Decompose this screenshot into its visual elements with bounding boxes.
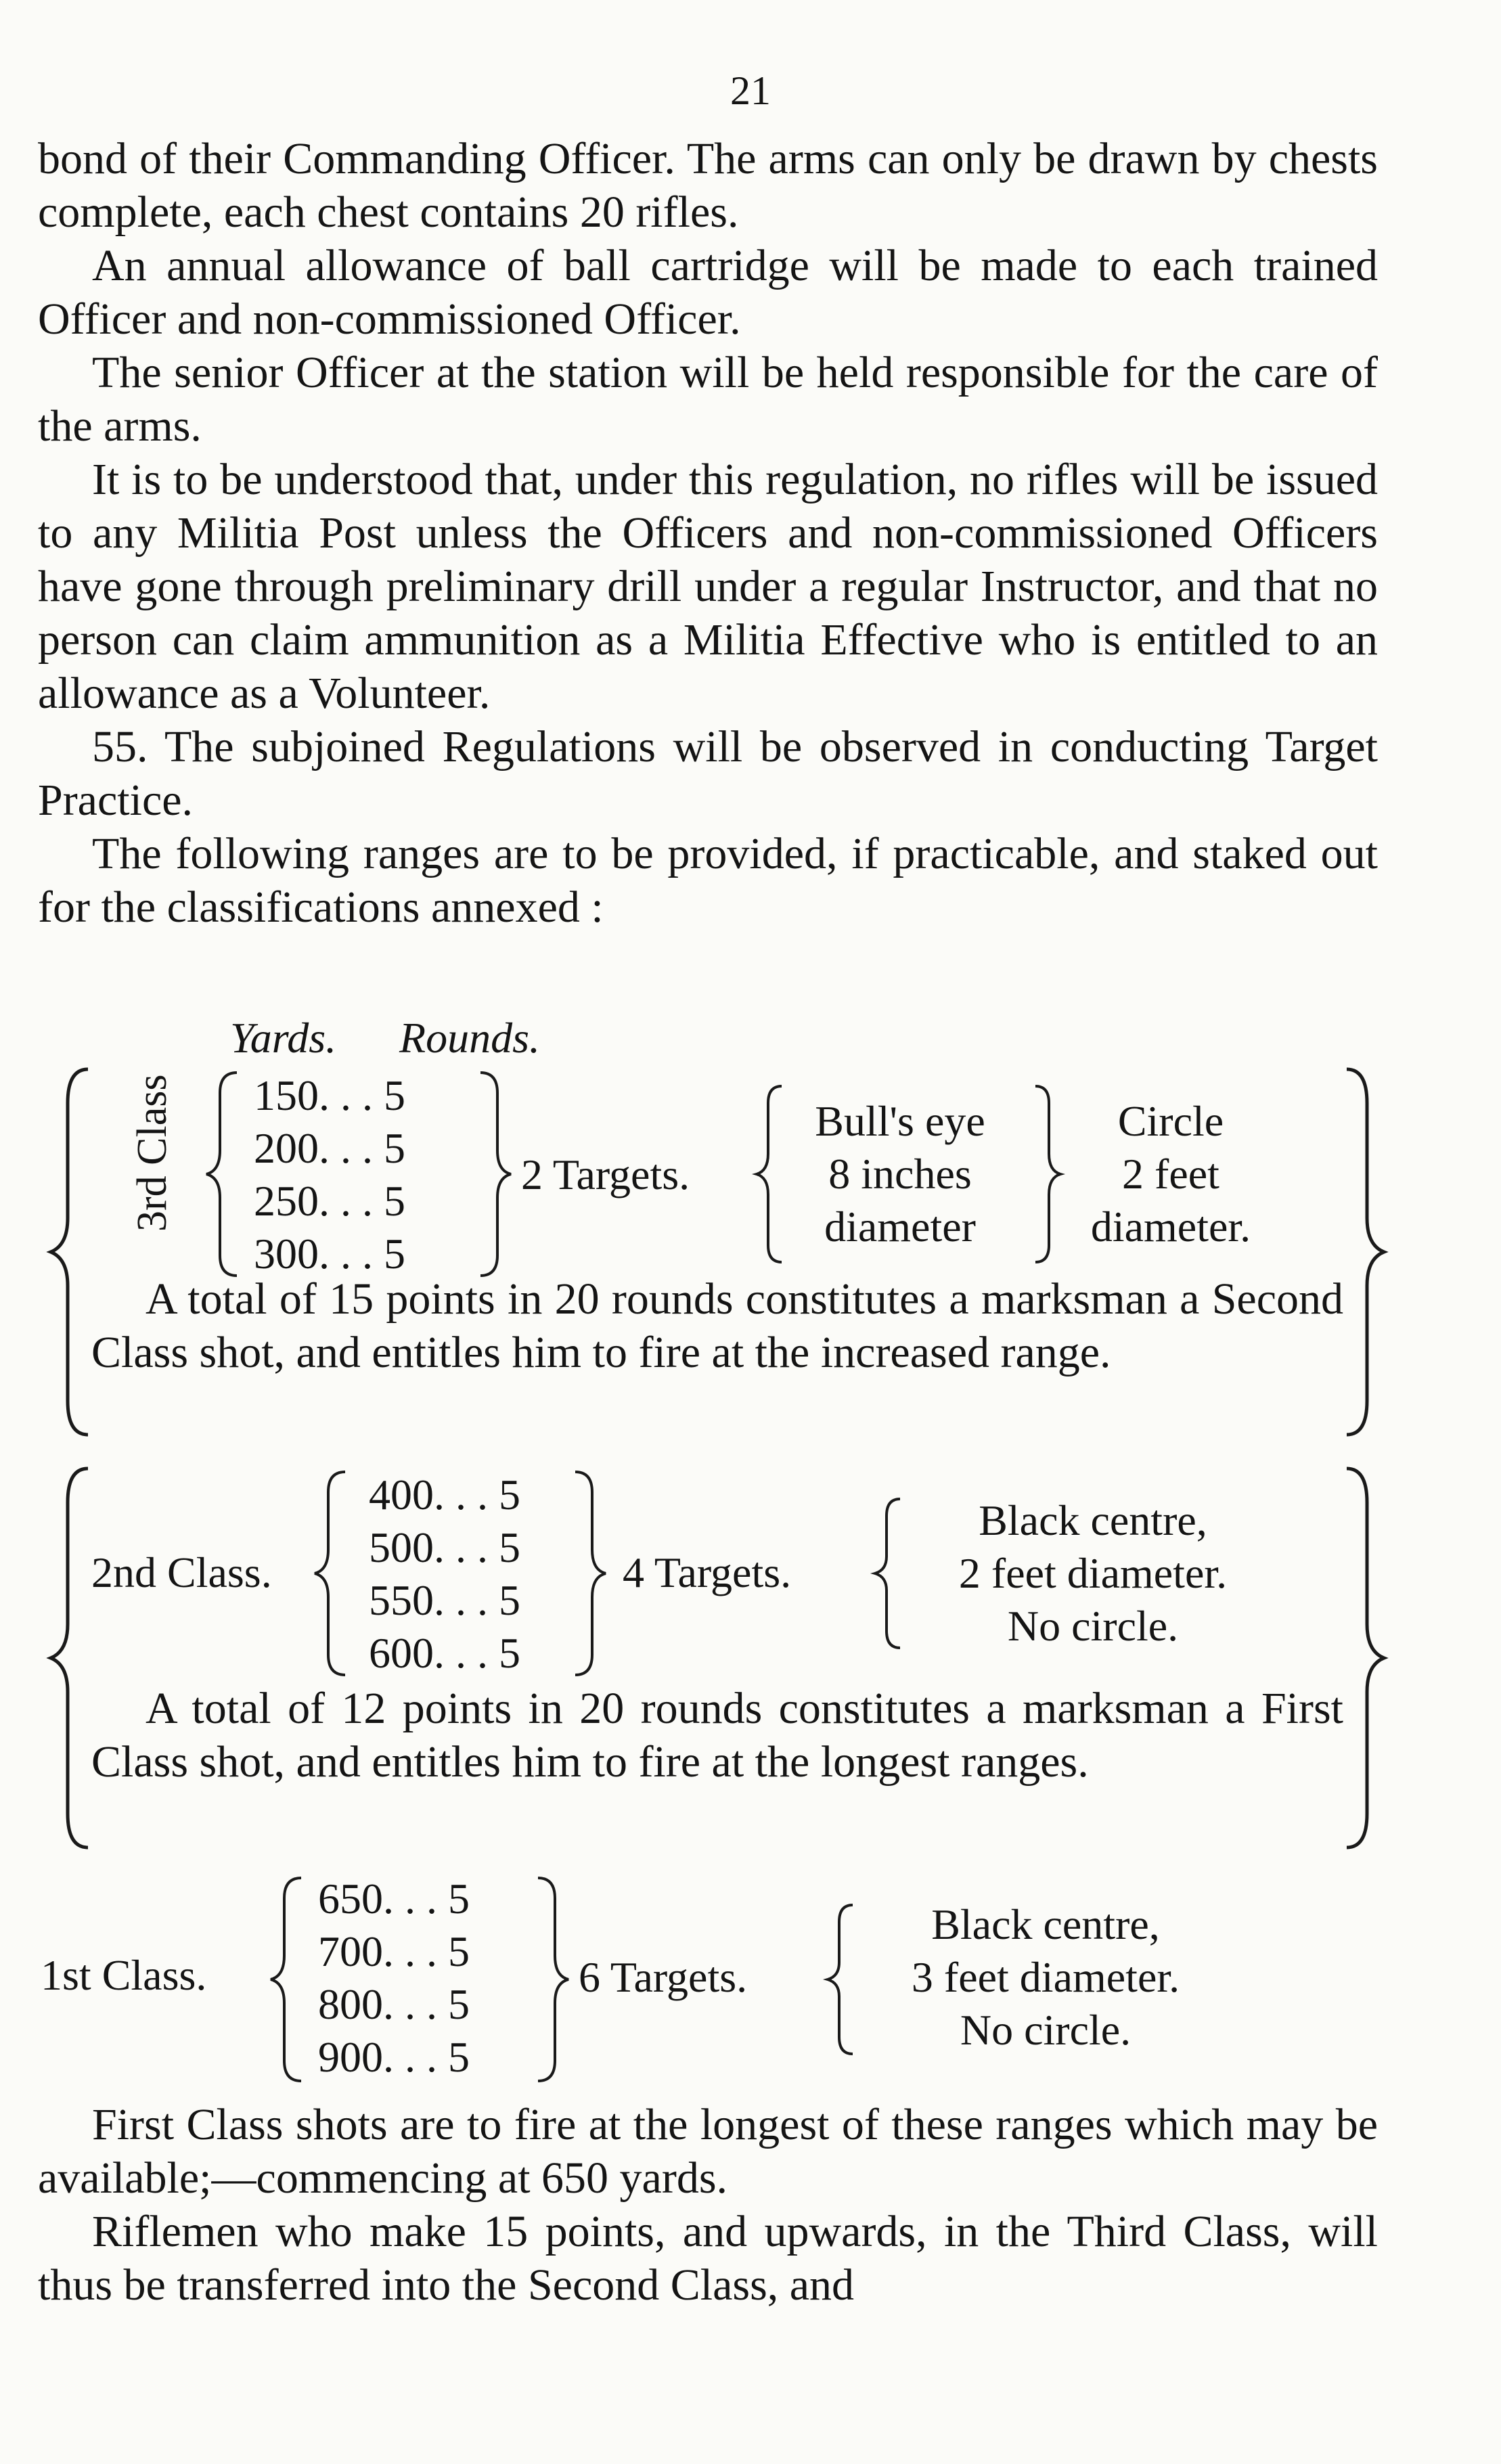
range-row: 300. . . 5 — [254, 1230, 405, 1278]
range-row: 800. . . 5 — [318, 1980, 470, 2028]
yards-header: Yards. — [230, 1014, 337, 1062]
bull-line: diameter — [824, 1203, 976, 1251]
range-row: 600. . . 5 — [369, 1629, 520, 1677]
range-row: 400. . . 5 — [369, 1471, 520, 1519]
circle-line: 2 feet — [1122, 1150, 1219, 1198]
range-row: 550. . . 5 — [369, 1576, 520, 1624]
paragraph: bond of their Commanding Officer. The arms can only be drawn by chests complete, each chest contains 20 rifles. — [38, 134, 1378, 237]
range-row: 200. . . 5 — [254, 1124, 405, 1172]
range-row: 700. . . 5 — [318, 1927, 470, 1975]
third-class-label: 3rd Class — [129, 1074, 175, 1232]
range-row: 500. . . 5 — [369, 1523, 520, 1571]
paragraph: It is to be understood that, under this regulation, no rifles will be issued to any Militia Post unless the Officers and non-commissioned Officers have gone through preliminary drill under a regular Instructor, and that no person can claim ammunition as a Militia Effective who is entitled to an allowance as a Volunteer. — [38, 455, 1378, 718]
page-body — [38, 132, 1378, 934]
target-desc-line: 3 feet diameter. — [911, 1953, 1180, 2001]
paragraph: An annual allowance of ball cartridge will be made to each trained Officer and non-commissioned Officer. — [38, 241, 1378, 344]
circle-line: diameter. — [1090, 1203, 1251, 1251]
page-body-bottom — [38, 2098, 1378, 2312]
paragraph: The senior Officer at the station will be held responsible for the care of the arms. — [38, 348, 1378, 451]
circle-line: Circle — [1117, 1097, 1224, 1145]
range-row: 650. . . 5 — [318, 1875, 470, 1923]
target-desc-line: Black centre, — [979, 1496, 1207, 1544]
section-55-paragraph: 55. The subjoined Regulations will be observed in conducting Target Practice. — [38, 722, 1378, 825]
first-class-label: 1st Class. — [41, 1951, 207, 1999]
third-class-note: A total of 15 points in 20 rounds constitutes a marksman a Second Class shot, and entitles him to fire at the increased range. — [91, 1274, 1343, 1377]
second-class-label: 2nd Class. — [91, 1548, 272, 1596]
range-row: 250. . . 5 — [254, 1177, 405, 1225]
target-desc-line: 2 feet diameter. — [958, 1549, 1228, 1597]
targets-count: 4 Targets. — [623, 1548, 792, 1596]
paragraph: First Class shots are to fire at the longest of these ranges which may be available;—commencing at 650 yards. — [38, 2100, 1378, 2203]
paragraph: Riflemen who make 15 points, and upwards, in the Third Class, will thus be transferred into the Second Class, and — [38, 2207, 1378, 2310]
targets-count: 6 Targets. — [579, 1953, 748, 2001]
target-desc-line: Black centre, — [931, 1900, 1160, 1948]
target-desc-line: No circle. — [1007, 1602, 1179, 1650]
bull-line: Bull's eye — [815, 1097, 985, 1145]
targets-count: 2 Targets. — [521, 1150, 690, 1199]
paragraph: The following ranges are to be provided, if practicable, and staked out for the classifications annexed : — [38, 829, 1378, 932]
rounds-header: Rounds. — [399, 1014, 540, 1062]
range-row: 150. . . 5 — [254, 1071, 405, 1119]
range-row: 900. . . 5 — [318, 2033, 470, 2081]
second-class-note: A total of 12 points in 20 rounds constitutes a marksman a First Class shot, and entitles him to fire at the longest ranges. — [91, 1684, 1343, 1787]
target-desc-line: No circle. — [960, 2006, 1132, 2054]
bull-line: 8 inches — [828, 1150, 972, 1198]
page-number: 21 — [730, 68, 771, 113]
